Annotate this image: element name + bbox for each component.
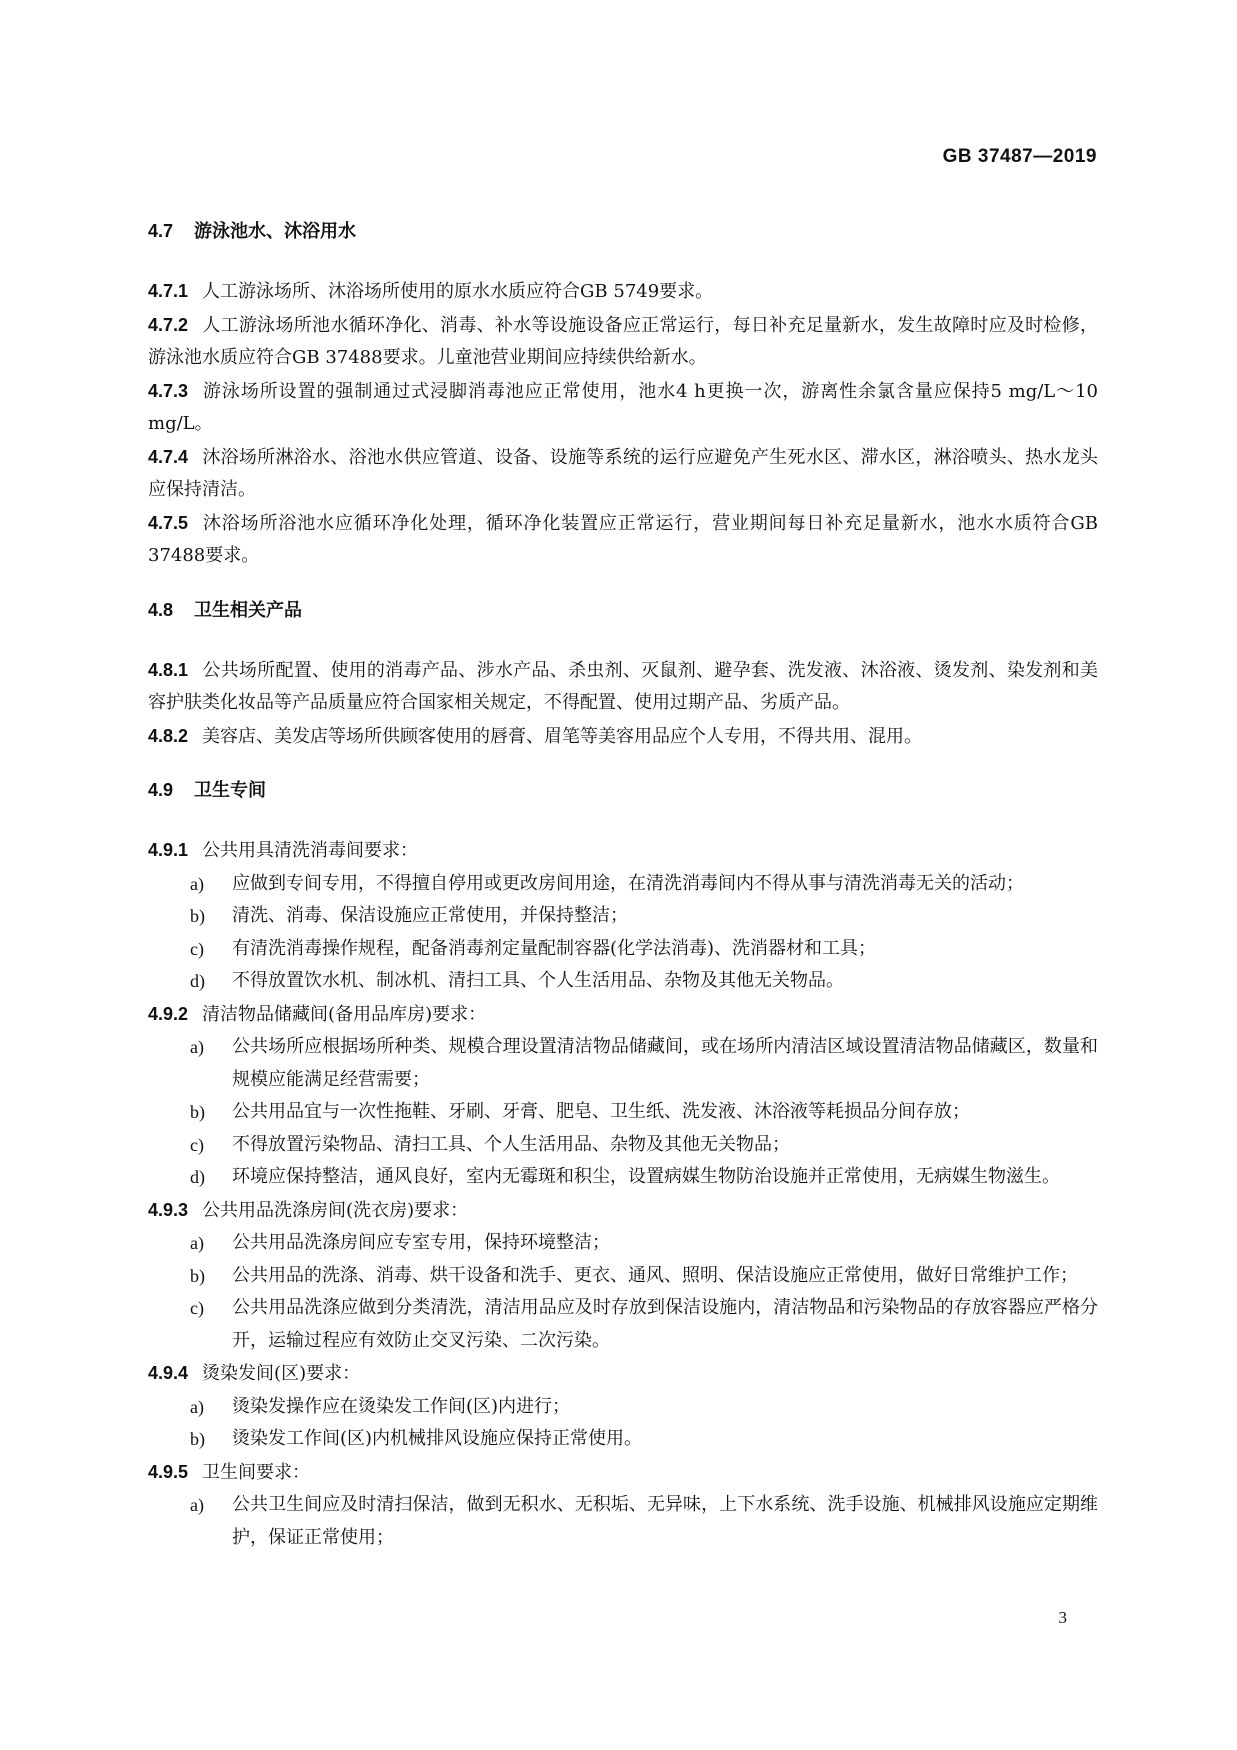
item-label: b) (190, 1429, 205, 1449)
item-label: a) (190, 1037, 204, 1057)
item-label: c) (190, 1298, 204, 1318)
section-title: 卫生相关产品 (194, 599, 302, 621)
clause-text: 公共用品洗涤房间(洗衣房)要求： (202, 1199, 469, 1221)
section-heading (148, 775, 1098, 806)
clause-text: 卫生间要求： (202, 1461, 311, 1483)
item-label: b) (190, 1102, 205, 1122)
list-item (148, 1129, 1098, 1162)
section-number: 4.8 (148, 599, 174, 620)
item-label: a) (190, 1233, 204, 1253)
list-item (148, 1489, 1098, 1554)
item-label: b) (190, 906, 205, 926)
item-label: a) (190, 873, 204, 894)
clause-number: 4.9.3 (148, 1199, 189, 1220)
item-list (148, 868, 1098, 998)
item-text: 环境应保持整洁，通风良好，室内无霉斑和积尘，设置病媒生物防治设施并正常使用，无病媒生物滋生。 (232, 1166, 1060, 1187)
clause-number: 4.9.4 (148, 1363, 189, 1383)
list-item (148, 1227, 1098, 1260)
item-text: 不得放置饮水机、制冰机、清扫工具、个人生活用品、杂物及其他无关物品。 (232, 970, 844, 991)
clause-text: 人工游泳场所池水循环净化、消毒、补水等设施设备应正常运行，每日补充足量新水，发生故障时应及时检修，游泳池水质应符合GB 37488要求。儿童池营业期间应持续供给新水。 (148, 314, 1098, 368)
item-list (148, 1391, 1098, 1456)
list-item (148, 933, 1098, 966)
clause (148, 834, 1098, 868)
section-number: 4.7 (148, 221, 174, 241)
clause-text: 清洁物品储藏间(备用品库房)要求： (202, 1003, 487, 1025)
document-body (148, 216, 1098, 1554)
section-gap (148, 753, 1098, 775)
item-text: 有清洗消毒操作规程，配备消毒剂定量配制容器(化学法消毒)、洗消器材和工具； (232, 937, 877, 959)
clause (148, 275, 1098, 309)
clause (148, 309, 1098, 375)
item-label: c) (190, 938, 204, 959)
list-item (148, 1292, 1098, 1357)
section-title: 卫生专间 (194, 780, 266, 801)
clause (148, 1357, 1098, 1391)
list-item (148, 1031, 1098, 1096)
item-text: 公共用品洗涤应做到分类清洗，清洁用品应及时存放到保洁设施内，清洁物品和污染物品的存放容器应严格分开，运输过程应有效防止交叉污染、二次污染。 (232, 1297, 1098, 1351)
item-text: 公共用品的洗涤、消毒、烘干设备和洗手、更衣、通风、照明、保洁设施应正常使用，做好日常维护工作； (232, 1264, 1078, 1286)
item-text: 公共场所应根据场所种类、规模合理设置清洁物品储藏间，或在场所内清洁区域设置清洁物品储藏区，数量和规模应能满足经营需要； (232, 1036, 1098, 1090)
clause (148, 507, 1098, 573)
item-text: 公共用品洗涤房间应专室专用，保持环境整洁； (232, 1232, 610, 1253)
clause-number: 4.7.3 (148, 380, 189, 401)
clause-number: 4.9.5 (148, 1461, 189, 1482)
list-item (148, 1391, 1098, 1424)
list-item (148, 1096, 1098, 1129)
item-text: 公共用品宜与一次性拖鞋、牙刷、牙膏、肥皂、卫生纸、洗发液、沐浴液等耗损品分间存放； (232, 1101, 970, 1122)
list-item (148, 868, 1098, 901)
item-label: a) (190, 1396, 204, 1417)
clause-number: 4.8.2 (148, 725, 189, 746)
list-item (148, 1260, 1098, 1293)
clause-number: 4.8.1 (148, 659, 189, 680)
clause (148, 1456, 1098, 1490)
list-item (148, 965, 1098, 998)
clause (148, 654, 1098, 720)
item-text: 烫染发工作间(区)内机械排风设施应保持正常使用。 (232, 1428, 643, 1449)
item-text: 烫染发操作应在烫染发工作间(区)内进行； (232, 1395, 571, 1417)
clause-text: 烫染发间(区)要求： (202, 1363, 361, 1384)
standard-number: GB 37487—2019 (942, 146, 1097, 167)
clause-number: 4.7.5 (148, 512, 189, 533)
item-text: 应做到专间专用，不得擅自停用或更改房间用途，在清洗消毒间内不得从事与清洗消毒无关的活动； (232, 872, 1024, 894)
clause-number: 4.7.2 (148, 314, 189, 335)
list-item (148, 1161, 1098, 1194)
clause-number: 4.7.4 (148, 446, 189, 467)
page-number: 3 (1058, 1608, 1067, 1627)
section-heading (148, 216, 1098, 247)
clause-number: 4.9.1 (148, 840, 189, 860)
item-text: 清洗、消毒、保洁设施应正常使用，并保持整洁； (232, 905, 628, 926)
clause (148, 720, 1098, 754)
clause-text: 公共用具清洗消毒间要求： (202, 840, 419, 861)
section-title: 游泳池水、沐浴用水 (194, 221, 356, 242)
clause-text: 沐浴场所淋浴水、浴池水供应管道、设备、设施等系统的运行应避免产生死水区、滞水区，淋浴喷头、热水龙头应保持清洁。 (148, 446, 1098, 500)
list-item (148, 1423, 1098, 1456)
clause (148, 1194, 1098, 1228)
section-heading (148, 595, 1098, 626)
item-text: 公共卫生间应及时清扫保洁，做到无积水、无积垢、无异味，上下水系统、洗手设施、机械排风设施应定期维护，保证正常使用； (232, 1494, 1098, 1548)
item-list (148, 1031, 1098, 1194)
section-gap (148, 573, 1098, 595)
clause (148, 375, 1098, 441)
clause (148, 441, 1098, 507)
item-label: b) (190, 1265, 205, 1286)
clause-number: 4.7.1 (148, 281, 189, 301)
item-text: 不得放置污染物品、清扫工具、个人生活用品、杂物及其他无关物品； (232, 1133, 790, 1155)
section-number: 4.9 (148, 780, 174, 800)
clause-text: 沐浴场所浴池水应循环净化处理，循环净化装置应正常运行，营业期间每日补充足量新水，池水水质符合GB 37488要求。 (148, 512, 1098, 566)
clause-text: 游泳场所设置的强制通过式浸脚消毒池应正常使用，池水4 h更换一次，游离性余氯含量应保持5 mg/L～10 mg/L。 (148, 380, 1098, 434)
clause (148, 998, 1098, 1032)
item-label: a) (190, 1495, 204, 1515)
item-label: c) (190, 1134, 204, 1155)
clause-number: 4.9.2 (148, 1003, 189, 1024)
list-item (148, 900, 1098, 933)
clause-text: 公共场所配置、使用的消毒产品、涉水产品、杀虫剂、灭鼠剂、避孕套、洗发液、沐浴液、烫发剂、染发剂和美容护肤类化妆品等产品质量应符合国家相关规定，不得配置、使用过期产品、劣质产品。 (148, 659, 1098, 713)
item-list (148, 1227, 1098, 1357)
clause-text: 美容店、美发店等场所供顾客使用的唇膏、眉笔等美容用品应个人专用，不得共用、混用。 (202, 725, 923, 747)
item-label: d) (190, 1167, 205, 1187)
item-list (148, 1489, 1098, 1554)
item-label: d) (190, 971, 205, 991)
clause-text: 人工游泳场所、沐浴场所使用的原水水质应符合GB 5749要求。 (202, 281, 714, 302)
